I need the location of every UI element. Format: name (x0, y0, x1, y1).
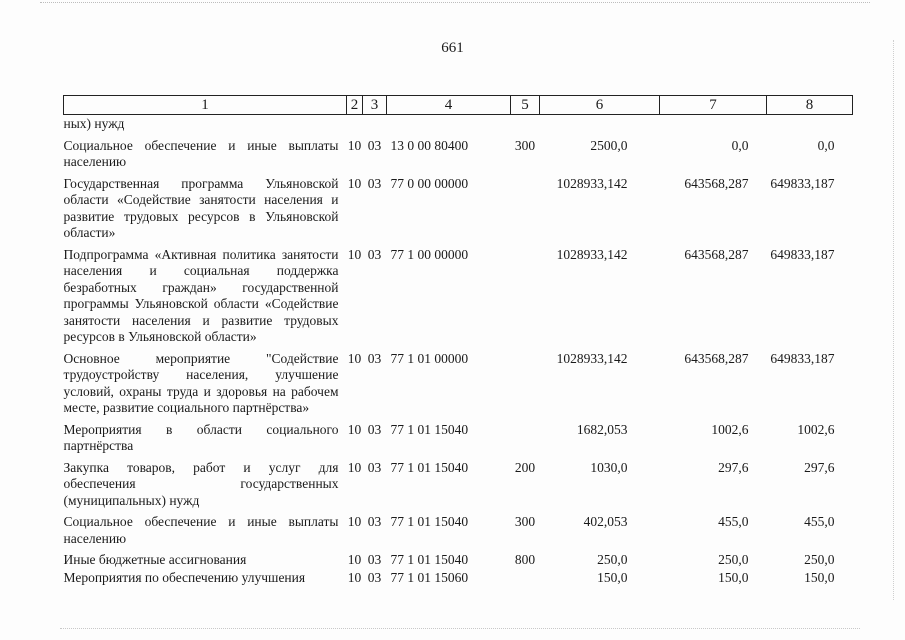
table-row (64, 137, 853, 175)
row-name: Мероприятия по обеспечению улучшения (63, 569, 306, 585)
row-name: Государственная программа Ульяновской области «Содействие занятости населения и развитие трудовых ресурсов в Ульяновской области» (63, 175, 339, 240)
row-subsection: 03 (367, 459, 382, 475)
table-row (64, 551, 853, 569)
row-expense-type (511, 569, 540, 587)
table-row (64, 350, 853, 421)
row-value-6: 402,053 (583, 514, 628, 529)
row-name: Иные бюджетные ассигнования (63, 552, 247, 567)
row-value-8: 649833,187 (770, 175, 835, 191)
header-col-3: 3 (363, 96, 387, 115)
row-value-8 (767, 115, 853, 137)
row-value-8: 455,0 (804, 514, 835, 529)
row-expense-type (511, 246, 540, 350)
row-expense-type: 800 (514, 552, 536, 567)
header-col-2: 2 (347, 96, 363, 115)
row-value-6: 1028933,142 (556, 350, 628, 366)
row-value-6: 1028933,142 (556, 175, 628, 191)
row-value-7: 0,0 (731, 137, 749, 153)
row-section: 10 (347, 350, 362, 366)
scan-artifact-top (40, 2, 870, 6)
row-section: 10 (347, 514, 362, 529)
header-col-8: 8 (767, 96, 853, 115)
row-value-7: 150,0 (718, 569, 749, 585)
row-section: 10 (347, 137, 362, 153)
row-value-7 (660, 115, 767, 137)
table-row (64, 175, 853, 246)
row-subsection (363, 115, 387, 137)
row-subsection: 03 (367, 350, 382, 366)
table-row (64, 569, 853, 587)
row-target-code: 13 0 00 80400 (390, 137, 469, 153)
page-number: 661 (441, 40, 464, 56)
row-value-7: 643568,287 (684, 175, 749, 191)
row-section: 10 (347, 569, 362, 585)
row-subsection: 03 (367, 175, 382, 191)
row-expense-type: 200 (514, 459, 536, 475)
row-section: 10 (347, 552, 362, 567)
row-value-6: 1682,053 (576, 421, 628, 437)
row-subsection: 03 (367, 514, 382, 529)
row-expense-type: 300 (514, 514, 536, 529)
row-value-6: 2500,0 (590, 137, 628, 153)
row-value-8: 250,0 (804, 552, 835, 567)
row-subsection: 03 (367, 246, 382, 262)
scan-artifact-right (893, 40, 896, 600)
row-target-code: 77 1 01 15040 (390, 421, 469, 437)
row-name: Подпрограмма «Активная политика занятости населения и социальная поддержка безработных граждан» государственной программы Ульяновской области «Содействие занятости населения и развитие трудовых ресурсов в Ульяновской области» (63, 246, 339, 344)
row-expense-type: 300 (514, 137, 536, 153)
row-expense-type (511, 350, 540, 421)
row-target-code: 77 1 01 15040 (390, 552, 469, 567)
table-row (64, 246, 853, 350)
row-target-code: 77 1 01 15040 (390, 514, 469, 529)
budget-table (63, 95, 853, 586)
row-target-code: 77 1 00 00000 (390, 246, 469, 262)
row-subsection: 03 (367, 137, 382, 153)
row-value-6: 150,0 (597, 569, 628, 585)
row-name: Социальное обеспечение и иные выплаты населению (63, 137, 339, 169)
row-value-6: 1028933,142 (556, 246, 628, 262)
row-subsection: 03 (367, 552, 382, 567)
row-expense-type (511, 175, 540, 246)
row-name: Мероприятия в области социального партнёрства (63, 421, 339, 453)
row-expense-type (511, 421, 540, 459)
row-value-6: 250,0 (597, 552, 628, 567)
header-col-4: 4 (387, 96, 511, 115)
table-row (64, 421, 853, 459)
row-target-code (387, 115, 511, 137)
header-col-1: 1 (64, 96, 347, 115)
row-value-7: 297,6 (718, 459, 749, 475)
row-value-7: 250,0 (718, 552, 749, 567)
table-row (64, 513, 853, 551)
row-value-7: 643568,287 (684, 350, 749, 366)
row-name: Основное мероприятие "Содействие трудоустройству населения, улучшение условий, охраны труда и здоровья на рабочем месте, развитие социального партнёрства» (63, 350, 339, 415)
table-header-row (64, 96, 853, 115)
row-value-8: 649833,187 (770, 350, 835, 366)
row-subsection: 03 (367, 569, 382, 585)
scan-artifact-bottom (60, 628, 860, 632)
row-section: 10 (347, 246, 362, 262)
row-value-8: 1002,6 (797, 421, 835, 437)
row-target-code: 77 1 01 15060 (390, 569, 469, 585)
row-section: 10 (347, 459, 362, 475)
row-value-7: 455,0 (718, 514, 749, 529)
row-value-6: 1030,0 (590, 459, 628, 475)
row-target-code: 77 1 01 15040 (390, 459, 469, 475)
row-section: 10 (347, 421, 362, 437)
header-col-5: 5 (511, 96, 540, 115)
row-name: Закупка товаров, работ и услуг для обеспечения государственных (муниципальных) нужд (63, 459, 339, 508)
row-value-7: 1002,6 (711, 421, 749, 437)
row-expense-type (511, 115, 540, 137)
row-subsection: 03 (367, 421, 382, 437)
row-name: Социальное обеспечение и иные выплаты населению (63, 514, 339, 546)
header-col-7: 7 (660, 96, 767, 115)
row-value-8: 649833,187 (770, 246, 835, 262)
row-target-code: 77 1 01 00000 (390, 350, 469, 366)
row-target-code: 77 0 00 00000 (390, 175, 469, 191)
table-row (64, 115, 853, 137)
row-section (347, 115, 363, 137)
row-value-8: 297,6 (804, 459, 835, 475)
table-row (64, 459, 853, 514)
row-name: ных) нужд (63, 116, 125, 131)
row-value-8: 150,0 (804, 569, 835, 585)
row-value-8: 0,0 (817, 137, 835, 153)
row-value-6 (540, 115, 660, 137)
header-col-6: 6 (540, 96, 660, 115)
row-section: 10 (347, 175, 362, 191)
row-value-7: 643568,287 (684, 246, 749, 262)
